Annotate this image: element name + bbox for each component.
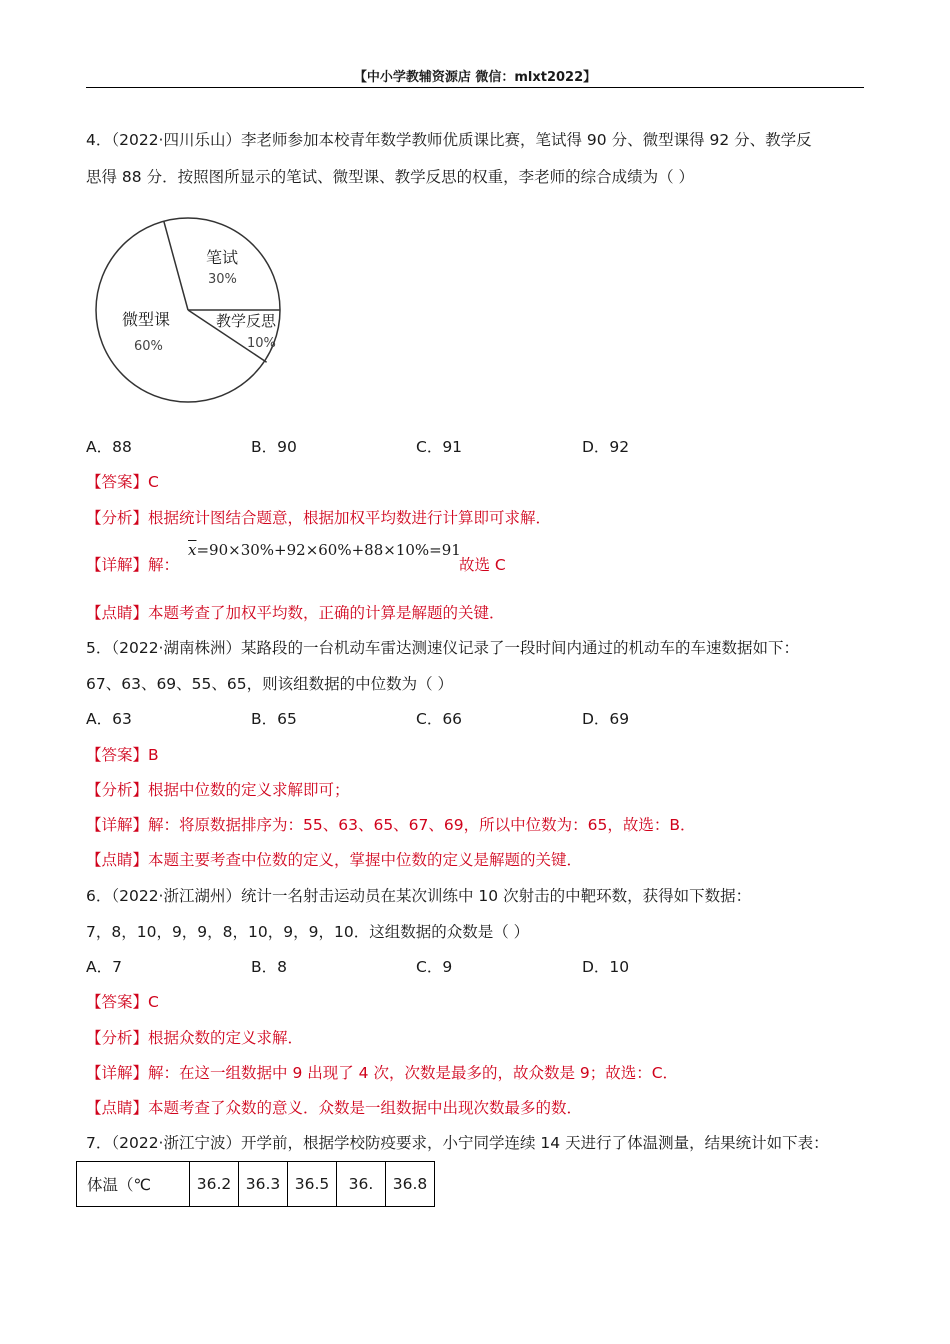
q4-formula [188,541,461,559]
page-header: 【中小学教辅资源店 微信：mlxt2022】 [353,70,597,85]
formula-text: =90×30%+92×60%+88×10%=91 [196,541,461,559]
table-header-cell: 体温（℃ [77,1162,190,1207]
q6-stem-line1: 6．（2022·浙江湖州）统计一名射击运动员在某次训练中 10 次射击的中靶环数，获得如下数据： [86,887,752,905]
slice-value-written-test: 30% [208,272,237,287]
analysis-text: 根据统计图结合题意，根据加权平均数进行计算即可求解． [148,509,552,527]
analysis-tag: 【分析】 [86,509,149,527]
q4-detail-suffix: 故选 C [459,556,506,574]
q5-option-d: D．69 [582,710,630,728]
q5-detail [86,813,696,835]
q6-option-b: B．8 [251,958,287,976]
q4-stem-line1: 4．（2022·四川乐山）李老师参加本校青年数学教师优质课比赛，笔试得 90 分、微型课得 92 分、教学反 [86,131,812,149]
table-cell: 36.8 [386,1162,435,1207]
q4-analysis [86,506,551,528]
detail-tag: 【详解】 [86,816,149,834]
slice-label-teaching-reflection: 教学反思 [216,312,277,330]
slice-label-micro-lesson: 微型课 [122,310,171,329]
analysis-text: 根据中位数的定义求解即可； [148,781,350,799]
q6-option-c: C．9 [416,958,453,976]
table-cell: 36.3 [239,1162,288,1207]
q5-stem-line1: 5．（2022·湖南株洲）某路段的一台机动车雷达测速仪记录了一段时间内通过的机动车的车速数据如下： [86,639,799,657]
answer-value: C [148,993,159,1011]
q5-option-a: A．63 [86,710,132,728]
comment-text: 本题考查了众数的意义．众数是一组数据中出现次数最多的数． [148,1099,583,1117]
q4-stem-line2: 思得 88 分．按照图所显示的笔试、微型课、教学反思的权重，李老师的综合成绩为（ ） [86,168,695,186]
detail-tag: 【详解】 [86,1064,149,1082]
table-cell: 36.5 [288,1162,337,1207]
comment-tag: 【点睛】 [86,1099,149,1117]
comment-text: 本题考查了加权平均数，正确的计算是解题的关键． [148,604,505,622]
q4-option-d: D．92 [582,438,630,456]
analysis-tag: 【分析】 [86,781,149,799]
q6-stem-line2: 7，8，10，9，9，8，10，9，9，10．这组数据的众数是（ ） [86,923,530,941]
slice-label-written-test: 笔试 [206,248,239,267]
q6-detail [86,1061,678,1083]
slice-value-teaching-reflection: 10% [247,336,276,351]
q6-comment [86,1096,582,1118]
q4-option-b: B．90 [251,438,297,456]
q6-option-a: A．7 [86,958,122,976]
q6-answer [86,990,159,1012]
answer-value: C [148,473,159,491]
q6-analysis [86,1026,303,1048]
temperature-table [76,1161,435,1207]
analysis-text: 根据众数的定义求解． [148,1029,304,1047]
header-divider [86,87,864,88]
pie-chart [94,212,288,408]
detail-prefix: 解： [148,556,180,574]
q5-answer [86,743,159,765]
answer-value: B [148,746,159,764]
slice-value-micro-lesson: 60% [134,339,163,354]
q5-analysis [86,778,350,800]
analysis-tag: 【分析】 [86,1029,149,1047]
answer-tag: 【答案】 [86,473,149,491]
q4-comment [86,601,505,623]
table-cell: 36. [337,1162,386,1207]
table-cell: 36.2 [190,1162,239,1207]
q5-option-c: C．66 [416,710,463,728]
q4-option-a: A．88 [86,438,132,456]
q4-answer [86,470,159,492]
detail-text: 解：将原数据排序为：55、63、65、67、69，所以中位数为：65，故选：B． [148,816,696,834]
detail-text: 解：在这一组数据中 9 出现了 4 次，次数是最多的，故众数是 9；故选：C． [148,1064,679,1082]
mean-symbol: $\overline{x}$ [188,541,197,559]
answer-tag: 【答案】 [86,746,149,764]
q4-option-c: C．91 [416,438,463,456]
q5-comment [86,848,582,870]
q5-option-b: B．65 [251,710,297,728]
comment-text: 本题主要考查中位数的定义，掌握中位数的定义是解题的关键． [148,851,583,869]
comment-tag: 【点睛】 [86,604,149,622]
comment-tag: 【点睛】 [86,851,149,869]
q6-option-d: D．10 [582,958,630,976]
detail-tag: 【详解】 [86,556,149,574]
q7-stem-line1: 7．（2022·浙江宁波）开学前，根据学校防疫要求，小宁同学连续 14 天进行了体温测量，结果统计如下表： [86,1134,829,1152]
table-row [77,1162,435,1207]
q5-stem-line2: 67、63、69、55、65，则该组数据的中位数为（ ） [86,675,454,693]
q4-detail [86,553,179,575]
answer-tag: 【答案】 [86,993,149,1011]
